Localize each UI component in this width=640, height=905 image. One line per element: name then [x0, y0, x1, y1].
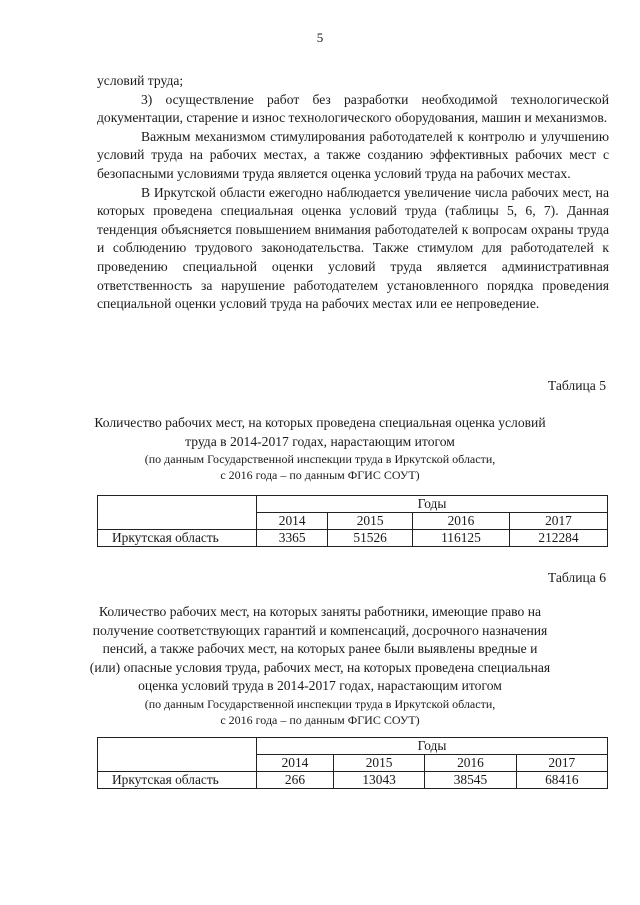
table5-source-line: (по данным Государственной инспекции труда в Иркутской области, — [144, 452, 496, 467]
table5-source-line: с 2016 года – по данным ФГИС СОУТ) — [220, 468, 420, 483]
table-year-header: 2014 — [257, 755, 334, 772]
table6-source-line: с 2016 года – по данным ФГИС СОУТ) — [220, 712, 420, 727]
body-text — [97, 72, 609, 314]
table-year-header: 2017 — [516, 755, 607, 772]
table6-source-line: (по данным Государственной инспекции труда в Иркутской области, — [144, 696, 496, 711]
table-cell: 13043 — [333, 772, 424, 789]
table-row-label: Иркутская область — [98, 530, 257, 547]
table-row — [98, 530, 608, 547]
table6-title-line: пенсий, а также рабочих мест, на которых ранее были выявлены вредные и — [102, 641, 538, 657]
table6-title-line: (или) опасные условия труда, рабочих мест, на которых проведена специальная — [89, 659, 551, 675]
table6-label: Таблица 6 — [547, 570, 606, 585]
table-cell: 3365 — [257, 530, 328, 547]
table-corner-cell — [98, 738, 257, 772]
table-cell: 116125 — [412, 530, 509, 547]
table-row-label: Иркутская область — [98, 772, 257, 789]
table-header-row — [98, 738, 608, 755]
paragraph: Важным механизмом стимулирования работодателей к контролю и улучшению условий труда на рабочих местах, а также созданию эффективных рабочих мест с безопасными условиями труда является оценка условий труда на рабочих местах. — [97, 128, 609, 181]
paragraph: В Иркутской области ежегодно наблюдается увеличение числа рабочих мест, на которых проведена специальная оценка условий труда (таблицы 5, 6, 7). Данная тенденция объясняется повышением внимания работодателей к вопросам охраны труда и соблюдению трудового законодательства. Также стимулом для работодателей к проведению специальной оценки условий труда является административная ответственность за нарушение работодателем установленного порядка проведения специальной оценки условий труда на рабочих местах или ее непроведение. — [97, 184, 609, 312]
table6-title-line: оценка условий труда в 2014-2017 годах, нарастающим итогом — [138, 678, 502, 694]
table5-title-line: труда в 2014-2017 годах, нарастающим итогом — [185, 433, 455, 449]
table5-caption — [90, 414, 550, 483]
table-year-header: 2015 — [328, 513, 413, 530]
paragraph: условий труда; — [97, 73, 184, 88]
table-cell: 266 — [257, 772, 334, 789]
table-cell: 51526 — [328, 530, 413, 547]
table-header-group: Годы — [257, 738, 608, 755]
table5-title-line: Количество рабочих мест, на которых проведена специальная оценка условий — [94, 415, 546, 430]
table5 — [97, 495, 608, 547]
table-year-header: 2016 — [412, 513, 509, 530]
table6-title-line: получение соответствующих гарантий и компенсаций, досрочного назначения — [92, 622, 548, 638]
table-year-header: 2014 — [257, 513, 328, 530]
paragraph: 3) осуществление работ без разработки необходимой технологической документации, старение и износ технологического оборудования, машин и механизмов. — [97, 91, 609, 126]
table-cell: 212284 — [509, 530, 607, 547]
table-cell: 38545 — [425, 772, 516, 789]
table6-caption — [80, 603, 560, 728]
table-year-header: 2016 — [425, 755, 516, 772]
table6 — [97, 737, 608, 789]
page-number: 5 — [316, 30, 324, 45]
table-cell: 68416 — [516, 772, 607, 789]
table-row — [98, 772, 608, 789]
table-header-group: Годы — [257, 496, 608, 513]
table-year-header: 2017 — [509, 513, 607, 530]
table6-title-line: Количество рабочих мест, на которых заняты работники, имеющие право на — [98, 604, 542, 619]
table-year-header: 2015 — [333, 755, 424, 772]
table-corner-cell — [98, 496, 257, 530]
table-header-row — [98, 496, 608, 513]
table5-label: Таблица 5 — [547, 378, 606, 393]
